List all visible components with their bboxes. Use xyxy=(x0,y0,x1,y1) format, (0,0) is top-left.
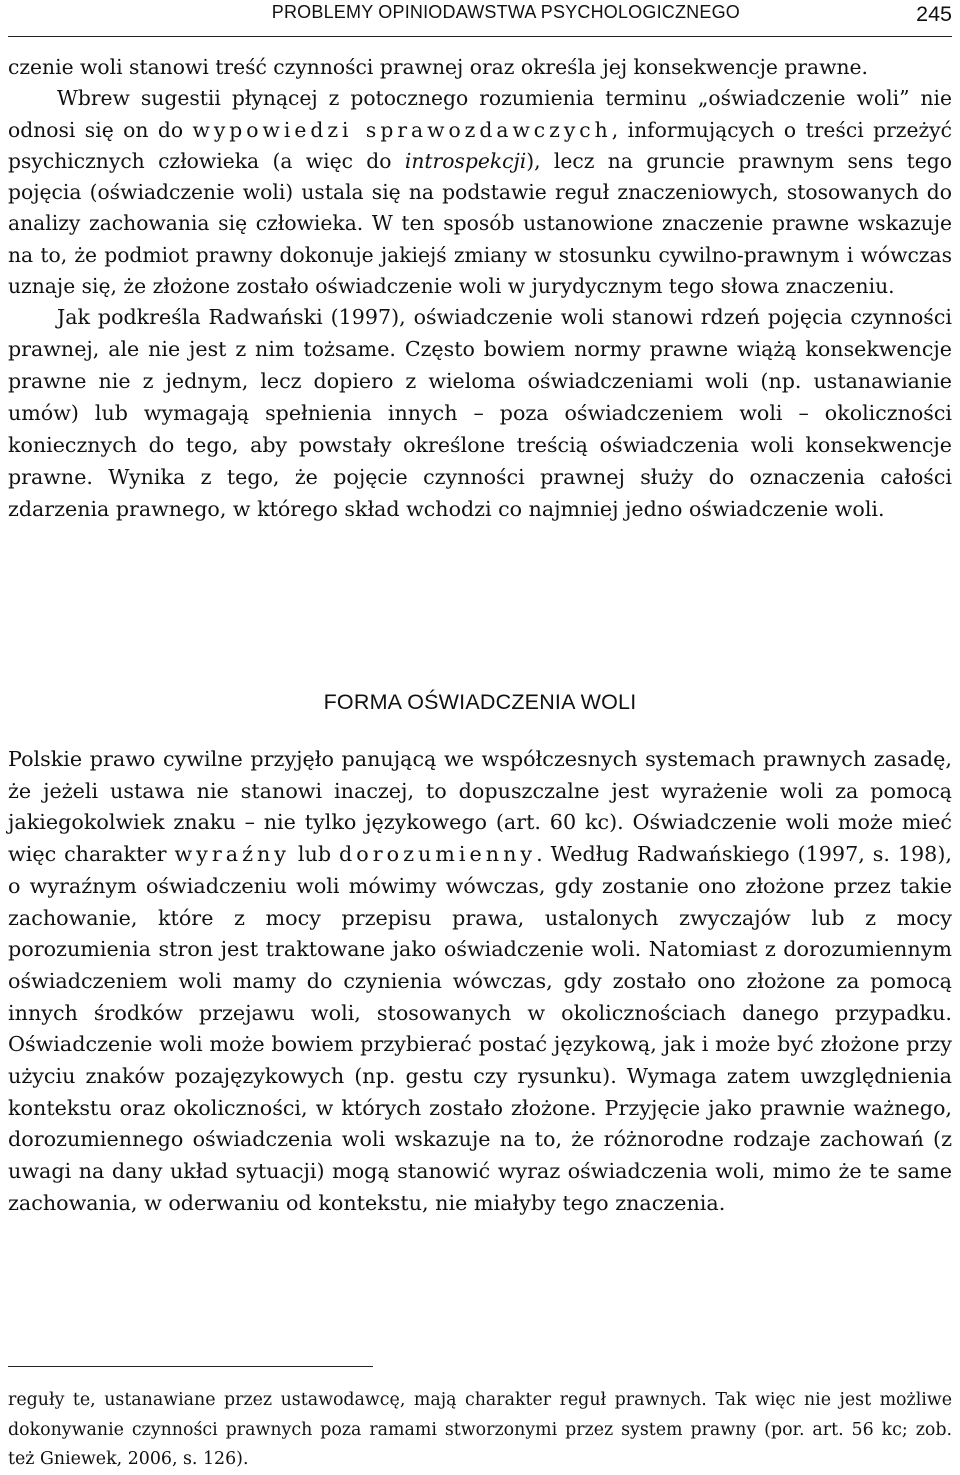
paragraph-text: Wbrew sugestii płynącej z potocznego rozumienia terminu „oświadczenie woli” nie odnosi się on do xyxy=(8,86,952,142)
paragraph-text: ), lecz na gruncie prawnym sens tego pojęcia (oświadczenie woli) ustala się na podstawie reguł znaczeniowych, stosowanych do analizy zachowania się człowieka. W ten sposób ustanowione znaczenie prawne wskazuje na to, że podmiot prawny dokonuje jakiejś zmiany w stosunku cywilno-prawnym i wówczas uznaje się, że złożone zostało oświadczenie woli w jurydycznym tego słowa znaczeniu. xyxy=(8,148,952,299)
paragraph-text: , informujących o treści przeżyć psychicznych człowieka (a więc do xyxy=(8,117,952,173)
paragraph-text: lub xyxy=(290,842,340,867)
footnote xyxy=(8,1386,952,1475)
footnote-text: reguły te, ustanawiane przez ustawodawcę, mają charakter reguł prawnych. Tak więc nie jest możliwe dokonywanie czynności prawnych poza ramami stworzonymi przez system prawny (por. art. 56 kc; zob. też Gniewek, 2006, s. 126). xyxy=(8,1390,952,1470)
italic-term: introspekcji xyxy=(404,148,527,173)
header-title: PROBLEMY OPINIODAWSTWA PSYCHOLOGICZNEGO xyxy=(271,2,740,22)
running-header xyxy=(8,0,952,37)
paragraph-continued: czenie woli stanowi treść czynności prawnej oraz określa jej konsekwencje prawne. xyxy=(8,55,868,79)
paragraph-oswiadczenie-sense xyxy=(8,83,952,302)
paragraph-text: . Według Radwańskiego (1997, s. 198), o wyraźnym oświadczeniu woli mówimy wówczas, gdy zostanie ono złożone przez takie zachowanie, które z mocy przepisu prawa, ustalonych zwyczajów lub z mocy porozumienia stron jest traktowane jako oświadczenie woli. Natomiast z dorozumiennym oświadczeniem woli mamy do czynienia wówczas, gdy zostało ono złożone za pomocą innych środków przejawu woli, stosowanych w okolicznościach danego przypadku. Oświadczenie woli może bowiem przybierać postać językową, jak i może być złożone przy użyciu znaków pozajęzykowych (np. gestu czy rysunku). Wymaga zatem uwzględnienia kontekstu oraz okoliczności, w których zostało złożone. Przyjęcie jako prawnie ważnego, dorozumiennego oświadczenia woli wskazuje na to, że różnorodne rodzaje zachowań (z uwagi na dany układ sytuacji) mogą stanowić wyraz oświadczenia woli, mimo że te same zachowania, w oderwaniu od kontekstu, nie miałyby tego znaczenia. xyxy=(8,842,952,1215)
document-page xyxy=(8,0,952,1475)
spaced-emphasis: wyraźny xyxy=(174,842,290,867)
paragraph-forma xyxy=(8,744,952,1220)
footnote-separator xyxy=(8,1366,373,1367)
spaced-emphasis: dorozumienny xyxy=(339,842,537,867)
body-section-2 xyxy=(8,744,952,1220)
spaced-emphasis: wypowiedzi sprawozdawczych xyxy=(192,117,612,142)
section-heading: FORMA OŚWIADCZENIA WOLI xyxy=(323,690,637,714)
body-section-1 xyxy=(8,52,952,526)
paragraph-radwanski: Jak podkreśla Radwański (1997), oświadczenie woli stanowi rdzeń pojęcia czynności prawnej, ale nie jest z nim tożsame. Często bowiem normy prawne wiążą konsekwencje prawne nie z jednym, lecz dopiero z wieloma oświadczeniami woli (np. ustanawianie umów) lub wymagają spełnienia innych – poza oświadczeniem woli – okoliczności koniecznych do tego, aby powstały określone treścią oświadczenia woli konsekwencje prawne. Wynika z tego, że pojęcie czynności prawnej służy do oznaczenia całości zdarzenia prawnego, w którego skład wchodzi co najmniej jedno oświadczenie woli. xyxy=(8,305,952,521)
page-number: 245 xyxy=(916,2,952,26)
paragraph-text: Polskie prawo cywilne przyjęło panującą we współczesnych systemach prawnych zasadę, że jeżeli ustawa nie stanowi inaczej, to dopuszczalne jest wyrażenie woli za pomocą jakiegokolwiek znaku – nie tylko językowego (art. 60 kc). Oświadczenie woli może mieć więc charakter xyxy=(8,747,952,867)
